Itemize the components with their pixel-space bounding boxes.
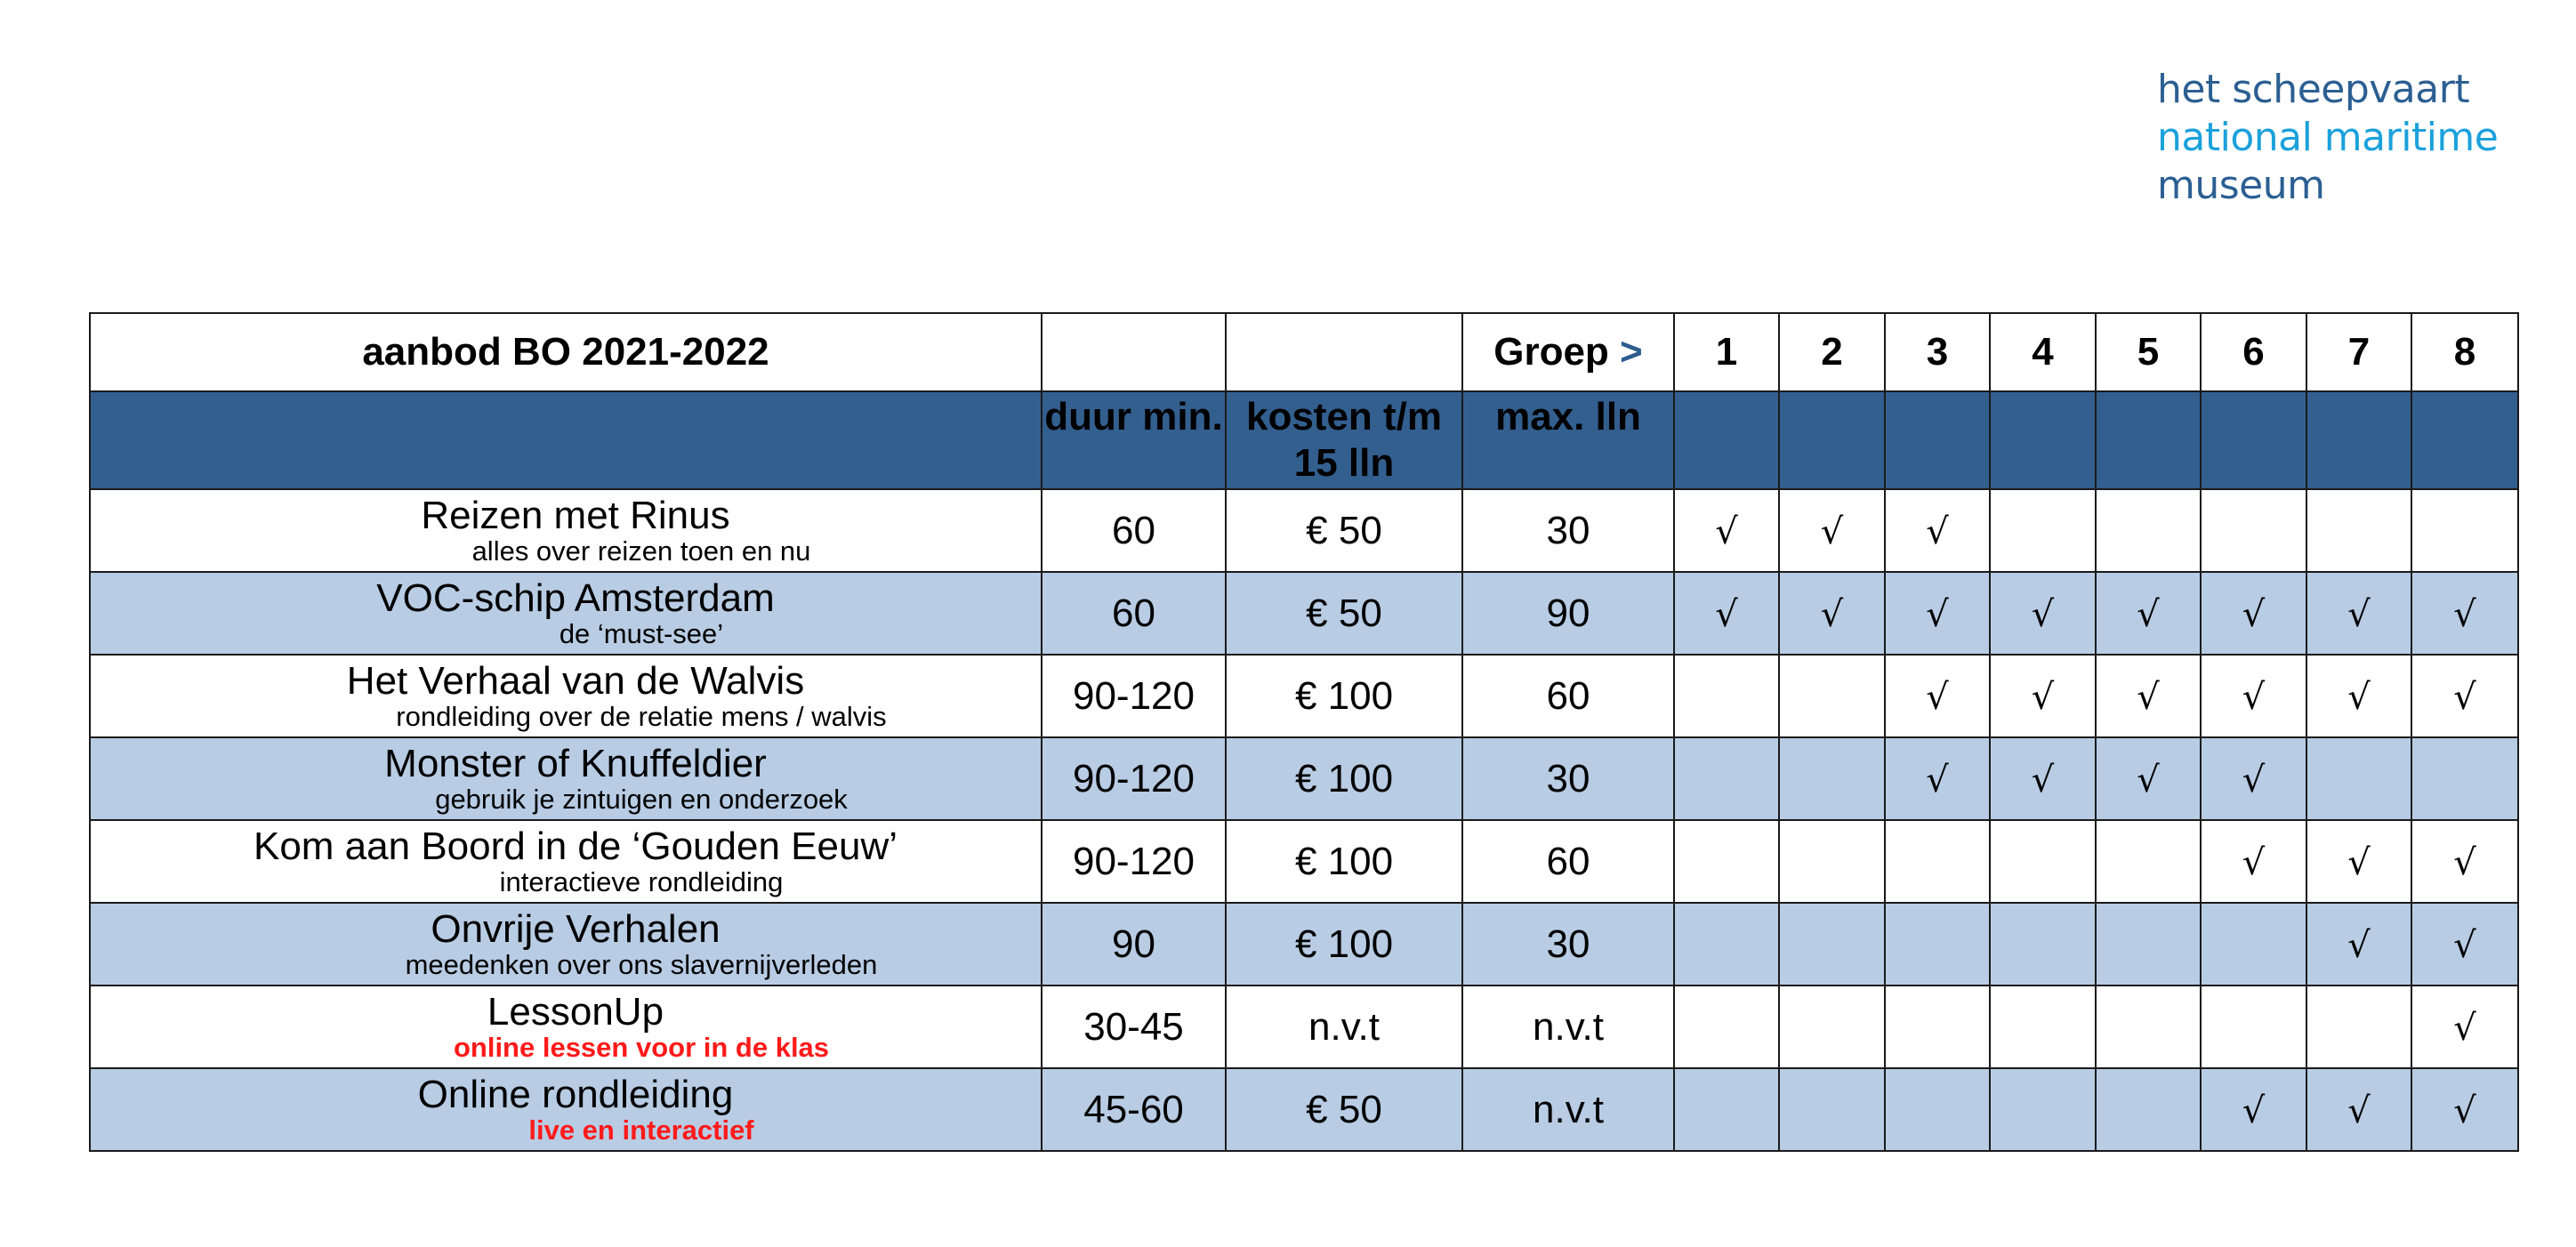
subheader-empty-cell bbox=[2201, 391, 2306, 489]
activity-subtitle: online lessen voor in de klas bbox=[453, 1031, 830, 1063]
header-empty-cell bbox=[1042, 313, 1226, 391]
activity-cell bbox=[90, 737, 1042, 820]
check-mark-icon: √ bbox=[1820, 593, 1844, 635]
check-mark-icon: √ bbox=[2031, 593, 2055, 635]
group-cell bbox=[1885, 655, 1990, 737]
group-number: 8 bbox=[2411, 313, 2518, 391]
activity-cell bbox=[90, 1068, 1042, 1151]
group-cell bbox=[2306, 820, 2411, 903]
group-cell bbox=[1885, 737, 1990, 820]
subheader-empty-cell bbox=[1674, 391, 1779, 489]
group-cell bbox=[2411, 986, 2518, 1068]
subheader-empty-cell bbox=[2411, 391, 2518, 489]
check-mark-icon: √ bbox=[2347, 841, 2371, 883]
group-cell bbox=[1990, 737, 2096, 820]
check-mark-icon: √ bbox=[2453, 1007, 2476, 1049]
group-cell bbox=[2411, 820, 2518, 903]
group-cell bbox=[1885, 903, 1990, 986]
activity-name: Monster of Knuffeldier bbox=[384, 741, 767, 785]
activity-row bbox=[90, 820, 2518, 903]
max-header: max. lln bbox=[1462, 391, 1674, 489]
group-cell bbox=[2306, 737, 2411, 820]
max-students-cell: 60 bbox=[1462, 820, 1674, 903]
group-cell bbox=[1990, 572, 2096, 655]
group-cell bbox=[2306, 1068, 2411, 1151]
museum-logo bbox=[2157, 66, 2498, 210]
group-cell bbox=[2411, 572, 2518, 655]
activity-row bbox=[90, 903, 2518, 986]
activity-subtitle: interactieve rondleiding bbox=[499, 865, 784, 897]
group-cell bbox=[2306, 903, 2411, 986]
group-cell bbox=[1674, 903, 1779, 986]
cost-cell: n.v.t bbox=[1226, 986, 1462, 1068]
subheader-empty-cell bbox=[1779, 391, 1885, 489]
group-cell bbox=[1779, 903, 1885, 986]
group-cell bbox=[1990, 655, 2096, 737]
cost-cell: € 50 bbox=[1226, 489, 1462, 572]
group-cell bbox=[2096, 572, 2201, 655]
group-cell bbox=[2201, 655, 2306, 737]
activity-row bbox=[90, 572, 2518, 655]
activity-row bbox=[90, 1068, 2518, 1151]
group-cell bbox=[1779, 572, 1885, 655]
group-cell bbox=[1885, 986, 1990, 1068]
check-mark-icon: √ bbox=[2347, 1090, 2371, 1131]
subheader-empty-cell bbox=[1885, 391, 1990, 489]
check-mark-icon: √ bbox=[1926, 593, 1949, 635]
group-cell bbox=[1885, 1068, 1990, 1151]
activity-name: LessonUp bbox=[487, 989, 664, 1034]
check-mark-icon: √ bbox=[2453, 924, 2476, 966]
activity-name: Het Verhaal van de Walvis bbox=[346, 658, 805, 703]
group-cell bbox=[1990, 986, 2096, 1068]
group-number: 2 bbox=[1779, 313, 1885, 391]
group-cell bbox=[2306, 572, 2411, 655]
activity-name: Reizen met Rinus bbox=[421, 493, 730, 537]
groep-header bbox=[1462, 313, 1674, 391]
check-mark-icon: √ bbox=[2347, 924, 2371, 966]
groep-label: Groep bbox=[1493, 330, 1609, 374]
group-cell bbox=[2411, 655, 2518, 737]
group-cell bbox=[2096, 655, 2201, 737]
duration-cell: 90 bbox=[1042, 903, 1226, 986]
group-number: 7 bbox=[2306, 313, 2411, 391]
group-cell bbox=[2411, 1068, 2518, 1151]
activity-cell bbox=[90, 572, 1042, 655]
group-cell bbox=[1674, 572, 1779, 655]
activity-subtitle: gebruik je zintuigen en onderzoek bbox=[435, 783, 848, 815]
table-title: aanbod BO 2021-2022 bbox=[90, 313, 1042, 391]
group-cell bbox=[1779, 737, 1885, 820]
activity-name: Kom aan Boord in de ‘Gouden Eeuw’ bbox=[253, 824, 898, 868]
group-cell bbox=[1674, 737, 1779, 820]
group-cell bbox=[2411, 489, 2518, 572]
check-mark-icon: √ bbox=[2242, 593, 2266, 635]
group-number: 4 bbox=[1990, 313, 2096, 391]
group-number: 1 bbox=[1674, 313, 1779, 391]
check-mark-icon: √ bbox=[1926, 511, 1949, 552]
max-students-cell: 30 bbox=[1462, 903, 1674, 986]
activity-subtitle: alles over reizen toen en nu bbox=[471, 535, 811, 567]
check-mark-icon: √ bbox=[2137, 676, 2160, 718]
activity-row bbox=[90, 986, 2518, 1068]
cost-cell: € 100 bbox=[1226, 737, 1462, 820]
group-cell bbox=[2201, 737, 2306, 820]
check-mark-icon: √ bbox=[2453, 841, 2476, 883]
check-mark-icon: √ bbox=[2242, 841, 2266, 883]
activity-cell bbox=[90, 489, 1042, 572]
activity-subtitle: live en interactief bbox=[528, 1114, 754, 1146]
subheader-empty-cell bbox=[2306, 391, 2411, 489]
group-number: 3 bbox=[1885, 313, 1990, 391]
group-cell bbox=[1990, 903, 2096, 986]
check-mark-icon: √ bbox=[1926, 759, 1949, 800]
check-mark-icon: √ bbox=[2453, 593, 2476, 635]
group-cell bbox=[2201, 903, 2306, 986]
group-number: 5 bbox=[2096, 313, 2201, 391]
check-mark-icon: √ bbox=[2347, 593, 2371, 635]
group-cell bbox=[2411, 903, 2518, 986]
group-cell bbox=[1885, 820, 1990, 903]
subheader-empty-cell bbox=[90, 391, 1042, 489]
cost-cell: € 100 bbox=[1226, 820, 1462, 903]
offer-table bbox=[89, 312, 2519, 1152]
duration-cell: 90-120 bbox=[1042, 737, 1226, 820]
group-cell bbox=[1885, 489, 1990, 572]
check-mark-icon: √ bbox=[2242, 676, 2266, 718]
kosten-header: kosten t/m 15 lln bbox=[1226, 391, 1462, 489]
group-cell bbox=[1990, 489, 2096, 572]
check-mark-icon: √ bbox=[2453, 1090, 2476, 1131]
group-cell bbox=[1674, 489, 1779, 572]
duration-cell: 30-45 bbox=[1042, 986, 1226, 1068]
check-mark-icon: √ bbox=[1715, 511, 1738, 552]
activity-name: VOC-schip Amsterdam bbox=[376, 575, 775, 620]
max-students-cell: n.v.t bbox=[1462, 986, 1674, 1068]
activity-row bbox=[90, 655, 2518, 737]
group-cell bbox=[2096, 986, 2201, 1068]
cost-cell: € 100 bbox=[1226, 903, 1462, 986]
group-cell bbox=[1990, 1068, 2096, 1151]
group-cell bbox=[1674, 986, 1779, 1068]
max-students-cell: 60 bbox=[1462, 655, 1674, 737]
activity-cell bbox=[90, 820, 1042, 903]
check-mark-icon: √ bbox=[2242, 1090, 2266, 1131]
max-students-cell: 30 bbox=[1462, 737, 1674, 820]
group-cell bbox=[1779, 986, 1885, 1068]
duration-cell: 60 bbox=[1042, 572, 1226, 655]
activity-row bbox=[90, 489, 2518, 572]
activity-cell bbox=[90, 903, 1042, 986]
max-students-cell: 30 bbox=[1462, 489, 1674, 572]
duration-cell: 45-60 bbox=[1042, 1068, 1226, 1151]
activity-cell bbox=[90, 986, 1042, 1068]
cost-cell: € 100 bbox=[1226, 655, 1462, 737]
group-cell bbox=[1779, 820, 1885, 903]
duration-cell: 90-120 bbox=[1042, 820, 1226, 903]
cost-cell: € 50 bbox=[1226, 1068, 1462, 1151]
activity-subtitle: rondleiding over de relatie mens / walvis bbox=[396, 700, 887, 732]
group-cell bbox=[1674, 1068, 1779, 1151]
check-mark-icon: √ bbox=[2137, 759, 2160, 800]
group-cell bbox=[2201, 1068, 2306, 1151]
max-students-cell: n.v.t bbox=[1462, 1068, 1674, 1151]
group-cell bbox=[2201, 820, 2306, 903]
group-cell bbox=[2306, 489, 2411, 572]
group-cell bbox=[2096, 489, 2201, 572]
activity-subtitle: meedenken over ons slavernijverleden bbox=[405, 948, 878, 980]
group-cell bbox=[1779, 1068, 1885, 1151]
check-mark-icon: √ bbox=[2031, 676, 2055, 718]
group-number: 6 bbox=[2201, 313, 2306, 391]
group-cell bbox=[2306, 986, 2411, 1068]
header-row bbox=[90, 313, 2518, 391]
activity-name: Online rondleiding bbox=[417, 1072, 734, 1116]
activity-name: Onvrije Verhalen bbox=[431, 906, 720, 951]
check-mark-icon: √ bbox=[1820, 511, 1844, 552]
subheader-row bbox=[90, 391, 2518, 489]
activity-row bbox=[90, 737, 2518, 820]
logo-line-2: national maritime bbox=[2157, 115, 2499, 160]
group-cell bbox=[2096, 737, 2201, 820]
subheader-empty-cell bbox=[2096, 391, 2201, 489]
group-cell bbox=[1779, 655, 1885, 737]
group-cell bbox=[2411, 737, 2518, 820]
duration-cell: 90-120 bbox=[1042, 655, 1226, 737]
check-mark-icon: √ bbox=[2031, 759, 2055, 800]
check-mark-icon: √ bbox=[2242, 759, 2266, 800]
group-cell bbox=[1674, 655, 1779, 737]
duur-header: duur min. bbox=[1042, 391, 1226, 489]
activity-subtitle: de ‘must-see’ bbox=[559, 617, 724, 649]
groep-arrow: > bbox=[1620, 330, 1643, 374]
check-mark-icon: √ bbox=[1926, 676, 1949, 718]
group-cell bbox=[1779, 489, 1885, 572]
subheader-empty-cell bbox=[1990, 391, 2096, 489]
group-cell bbox=[2306, 655, 2411, 737]
check-mark-icon: √ bbox=[2347, 676, 2371, 718]
check-mark-icon: √ bbox=[2453, 676, 2476, 718]
group-cell bbox=[2201, 572, 2306, 655]
group-cell bbox=[2096, 903, 2201, 986]
check-mark-icon: √ bbox=[2137, 593, 2160, 635]
group-cell bbox=[1990, 820, 2096, 903]
check-mark-icon: √ bbox=[1715, 593, 1738, 635]
group-cell bbox=[2096, 820, 2201, 903]
max-students-cell: 90 bbox=[1462, 572, 1674, 655]
group-cell bbox=[2201, 986, 2306, 1068]
logo-line-1: het scheepvaart bbox=[2157, 67, 2470, 112]
logo-line-3: museum bbox=[2157, 163, 2325, 208]
group-cell bbox=[2096, 1068, 2201, 1151]
group-cell bbox=[1674, 820, 1779, 903]
header-empty-cell bbox=[1226, 313, 1462, 391]
duration-cell: 60 bbox=[1042, 489, 1226, 572]
group-cell bbox=[2201, 489, 2306, 572]
cost-cell: € 50 bbox=[1226, 572, 1462, 655]
activity-cell bbox=[90, 655, 1042, 737]
group-cell bbox=[1885, 572, 1990, 655]
